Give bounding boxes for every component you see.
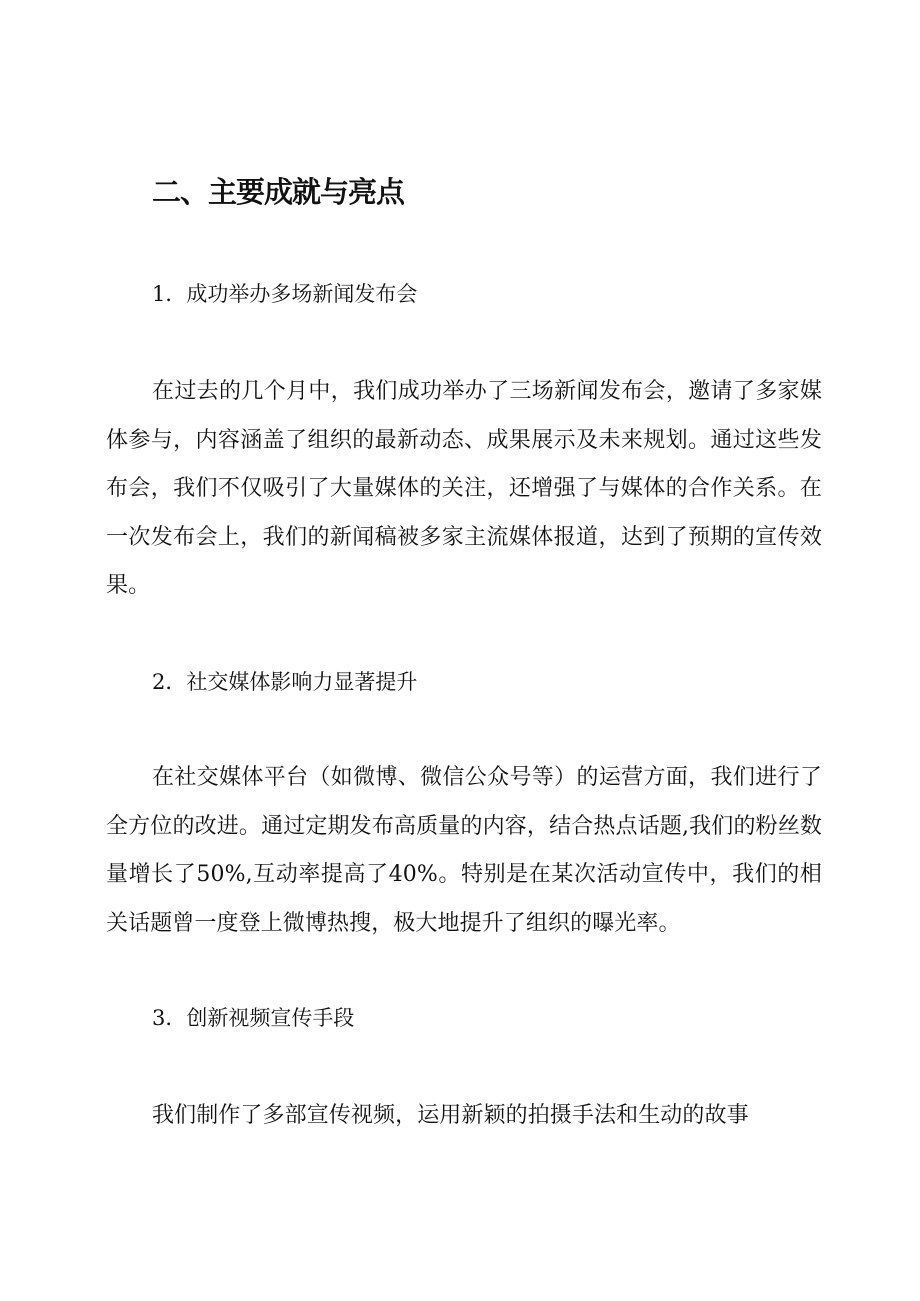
item-paragraph: 在过去的几个月中，我们成功举办了三场新闻发布会，邀请了多家媒体参与，内容涵盖了组织的最新动态、成果展示及未来规划。通过这些发布会，我们不仅吸引了大量媒体的关注，还增强了与媒体的合作关系。在一次发布会上，我们的新闻稿被多家主流媒体报道，达到了预期的宣传效果。	[106, 379, 822, 598]
item-title: 2．社交媒体影响力显著提升	[152, 670, 418, 694]
item-title: 3．创新视频宣传手段	[152, 1006, 355, 1030]
item-paragraph: 我们制作了多部宣传视频，运用新颖的拍摄手法和生动的故事	[152, 1103, 749, 1128]
item-title: 1．成功举办多场新闻发布会	[152, 282, 418, 306]
item-paragraph: 在社交媒体平台（如微博、微信公众号等）的运营方面，我们进行了全方位的改进。通过定期发布高质量的内容，结合热点话题,我们的粉丝数量增长了50%,互动率提高了40%。特别是在某次活动宣传中，我们的相关话题曾一度登上微博热搜，极大地提升了组织的曝光率。	[106, 765, 822, 936]
section-heading: 二、主要成就与亮点	[152, 175, 405, 209]
